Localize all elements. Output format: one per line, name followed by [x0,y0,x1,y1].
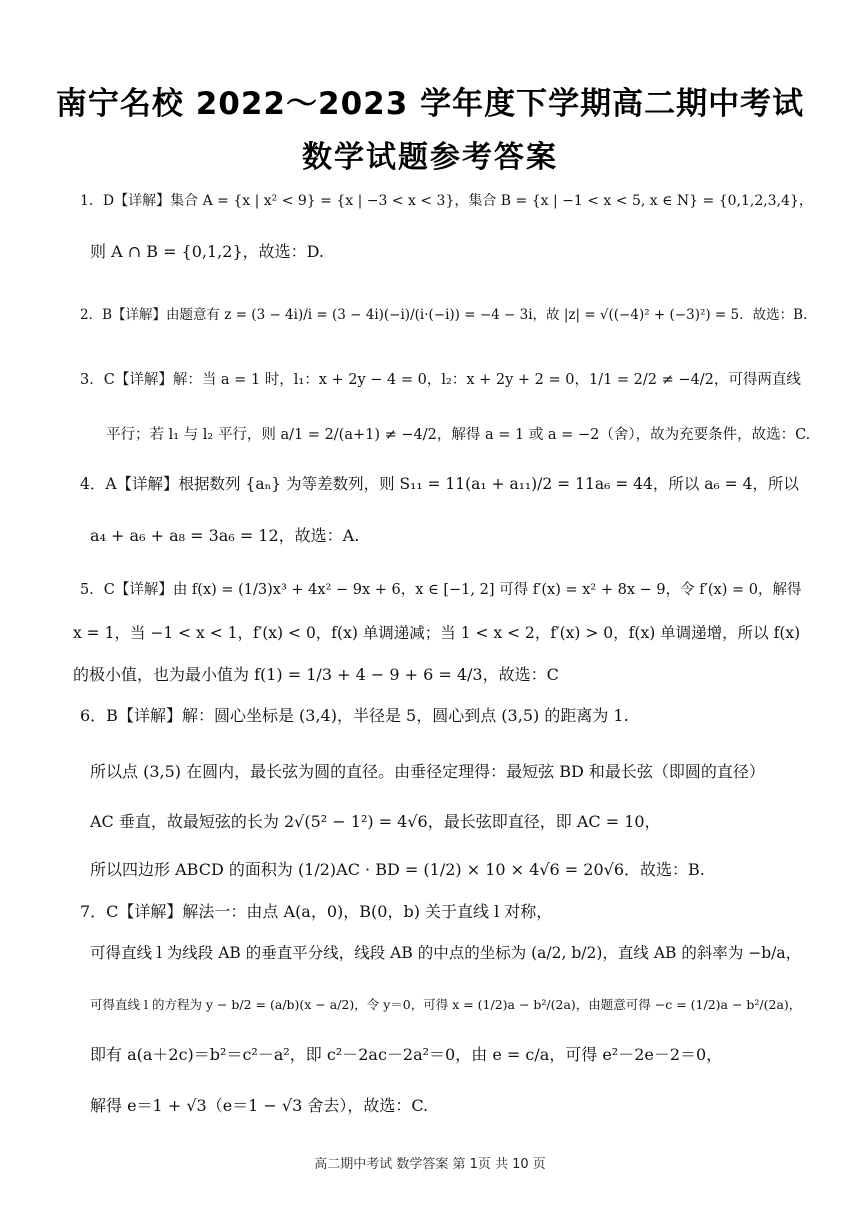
answer-6-line-4: 所以四边形 ABCD 的面积为 (1/2)AC · BD = (1/2) × 10 × 4√6 = 20√6．故选：B. [90,860,705,879]
answer-7-line-3: 可得直线 l 的方程为 y − b/2 = (a/b)(x − a/2)，令 y＝0，可得 x = (1/2)a − b²/(2a)，由题意可得 −c = (1/2)a − b²/(2a)， [90,997,802,1012]
answer-6-line-2: 所以点 (3,5) 在圆内，最长弦为圆的直径。由垂径定理得：最短弦 BD 和最长弦（即圆的直径） [90,762,765,781]
exam-title: 南宁名校 2022～2023 学年度下学期高二期中考试 [55,86,805,122]
answer-7-line-2: 可得直线 l 为线段 AB 的垂直平分线，线段 AB 的中点的坐标为 (a/2, b/2)，直线 AB 的斜率为 −b/a， [90,944,802,962]
answer-7-line-4: 即有 a(a＋2c)＝b²＝c²－a²，即 c²－2ac－2a²＝0，由 e = c/a，可得 e²－2e－2＝0， [90,1045,723,1064]
answer-3-line-2: 平行；若 l₁ 与 l₂ 平行，则 a/1 = 2/(a+1) ≠ −4/2，解得 a = 1 或 a = −2（舍），故为充要条件，故选：C. [106,427,811,443]
answer-6-line-1: 6．B【详解】解：圆心坐标是 (3,4)，半径是 5，圆心到点 (3,5) 的距离为 1. [80,706,629,725]
answer-5-line-3: 的极小值，也为最小值为 f(1) = 1/3 + 4 − 9 + 6 = 4/3，故选：C [73,665,559,684]
answer-key-title: 数学试题参考答案 [302,140,558,175]
page-footer: 高二期中考试 数学答案 第 1页 共 10 页 [314,1157,546,1172]
answer-7-line-5: 解得 e＝1 + √3（e＝1 − √3 舍去），故选：C. [90,1096,429,1115]
answer-1-line-2: 则 A ∩ B = {0,1,2}，故选：D. [90,242,324,261]
answer-3-line-1: 3．C【详解】解：当 a = 1 时，l₁：x + 2y − 4 = 0，l₂：x + 2y + 2 = 0，1/1 = 2/2 ≠ −4/2，可得两直线 [80,372,801,388]
answer-7-line-1: 7．C【详解】解法一：由点 A(a，0)，B(0，b) 关于直线 l 对称， [80,902,553,921]
answer-5-line-1: 5．C【详解】由 f(x) = (1/3)x³ + 4x² − 9x + 6，x ∈ [−1, 2] 可得 f′(x) = x² + 8x − 9，令 f′(x) = 0，解得 [80,582,802,598]
answer-4-line-2: a₄ + a₆ + a₈ = 3a₆ = 12，故选：A. [90,526,360,545]
answer-2-line-1: 2．B【详解】由题意有 z = (3 − 4i)/i = (3 − 4i)(−i)/(i·(−i)) = −4 − 3i，故 |z| = √((−4)² + (−3)²) = 5．故选：B. [80,307,808,323]
answer-5-line-2: x = 1，当 −1 < x < 1，f′(x) < 0，f(x) 单调递减；当 1 < x < 2，f′(x) > 0，f(x) 单调递增，所以 f(x) [73,624,801,642]
answer-6-line-3: AC 垂直，故最短弦的长为 2√(5² − 1²) = 4√6，最长弦即直径，即 AC = 10， [90,812,661,831]
answer-4-line-1: 4．A【详解】根据数列 {aₙ} 为等差数列，则 S₁₁ = 11(a₁ + a₁₁)/2 = 11a₆ = 44，所以 a₆ = 4，所以 [80,475,799,493]
answer-1-line-1: 1．D【详解】集合 A = {x | x² < 9} = {x | −3 < x < 3}，集合 B = {x | −1 < x < 5, x ∈ N} = {0,1,2,3,4}， [80,193,813,209]
